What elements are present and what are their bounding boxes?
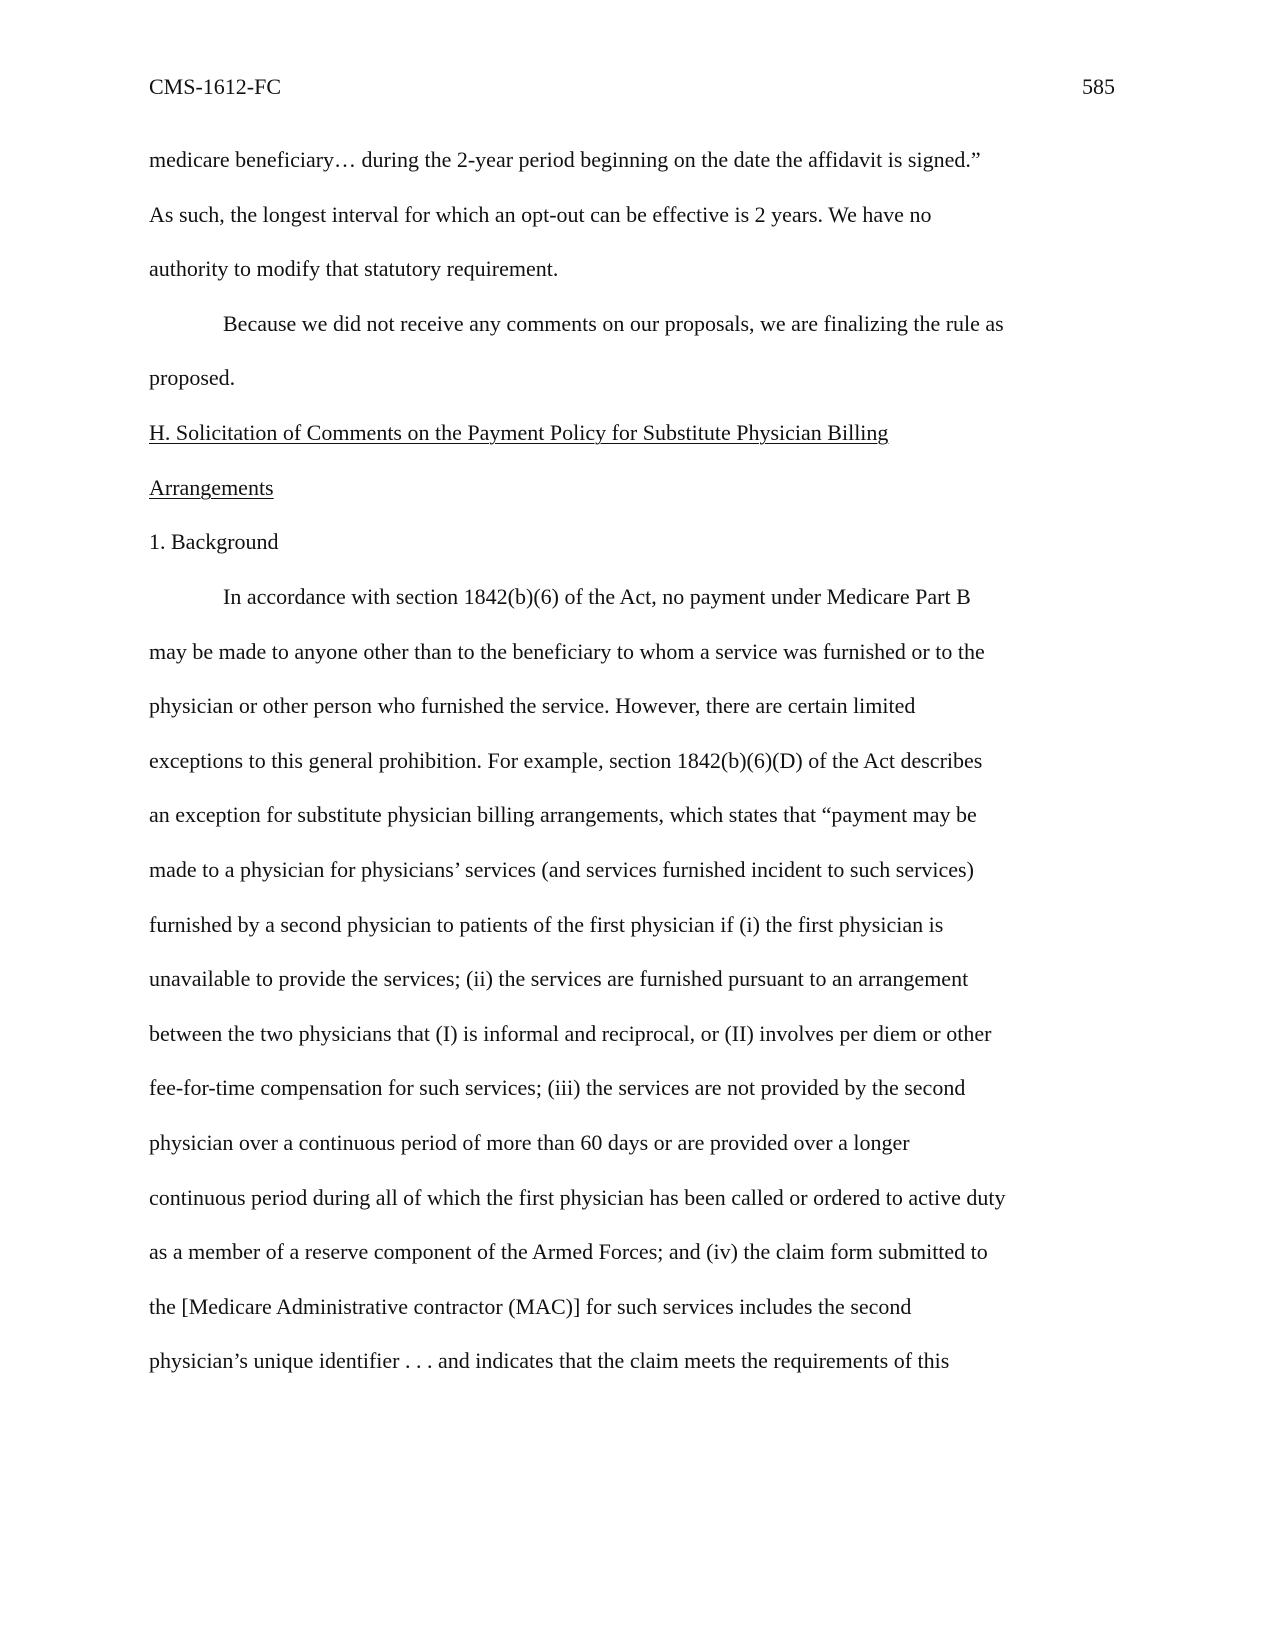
body-line: fee-for-time compensation for such services; (iii) the services are not provided by the second — [149, 1075, 966, 1100]
body-line: may be made to anyone other than to the beneficiary to whom a service was furnished or to the — [149, 639, 985, 664]
body-line: physician over a continuous period of more than 60 days or are provided over a longer — [149, 1130, 910, 1155]
body-line: physician or other person who furnished the service. However, there are certain limited — [149, 693, 916, 718]
page-number: 585 — [1082, 74, 1115, 99]
body-line: As such, the longest interval for which an opt-out can be effective is 2 years. We have no — [149, 202, 932, 227]
body-line: Because we did not receive any comments on our proposals, we are finalizing the rule as — [223, 311, 1004, 336]
body-line: physician’s unique identifier . . . and indicates that the claim meets the requirements of this — [149, 1348, 950, 1373]
body-line: furnished by a second physician to patients of the first physician if (i) the first physician is — [149, 912, 944, 937]
body-line: between the two physicians that (I) is informal and reciprocal, or (II) involves per diem or other — [149, 1021, 992, 1046]
section-heading: H. Solicitation of Comments on the Payment Policy for Substitute Physician Billing — [149, 420, 889, 445]
body-line: an exception for substitute physician billing arrangements, which states that “payment may be — [149, 802, 977, 827]
section-heading: Arrangements — [149, 475, 274, 500]
body-line: continuous period during all of which the first physician has been called or ordered to active duty — [149, 1185, 1006, 1210]
body-line: made to a physician for physicians’ services (and services furnished incident to such services) — [149, 857, 974, 882]
body-line: medicare beneficiary… during the 2-year period beginning on the date the affidavit is signed.” — [149, 147, 981, 172]
body-line: exceptions to this general prohibition. For example, section 1842(b)(6)(D) of the Act describes — [149, 748, 983, 773]
body-line: unavailable to provide the services; (ii) the services are furnished pursuant to an arrangement — [149, 966, 969, 991]
body-line: In accordance with section 1842(b)(6) of the Act, no payment under Medicare Part B — [223, 584, 971, 609]
body-line: proposed. — [149, 365, 236, 390]
subsection-heading: 1. Background — [149, 529, 279, 554]
body-line: the [Medicare Administrative contractor (MAC)] for such services includes the second — [149, 1294, 912, 1319]
body-line: as a member of a reserve component of the Armed Forces; and (iv) the claim form submitted to — [149, 1239, 988, 1264]
body-line: authority to modify that statutory requirement. — [149, 256, 559, 281]
document-id: CMS-1612-FC — [149, 74, 282, 99]
